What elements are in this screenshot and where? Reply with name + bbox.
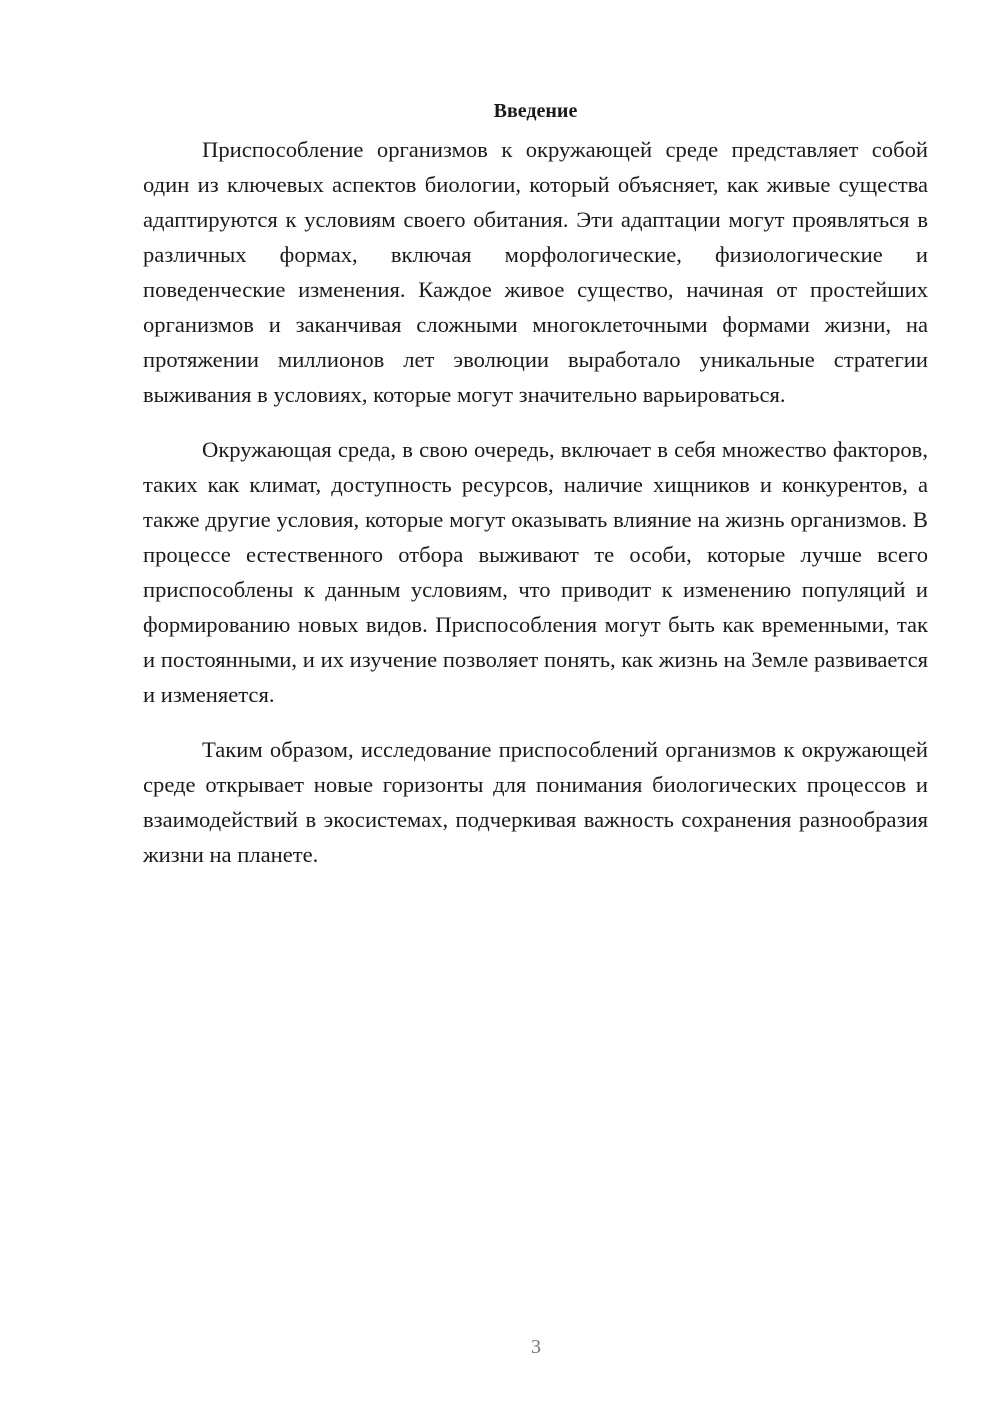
paragraph-1: Приспособление организмов к окружающей среде представляет собой один из ключевых аспектов биологии, который объясняет, как живые существа адаптируются к условиям своего обитания. Эти адаптации могут проявляться в различных формах, включая морфологические, физиологические и поведенческие изменения. Каждое живое существо, начиная от простейших организмов и заканчивая сложными многоклеточными формами жизни, на протяжении миллионов лет эволюции выработало уникальные стратегии выживания в условиях, которые могут значительно варьироваться. — [143, 137, 928, 407]
paragraph-3: Таким образом, исследование приспособлений организмов к окружающей среде открывает новые горизонты для понимания биологических процессов и взаимодействий в экосистемах, подчеркивая важность сохранения разнообразия жизни на планете. — [143, 737, 928, 867]
document-page — [143, 93, 928, 892]
page-number: 3 — [531, 1336, 541, 1358]
section-title: Введение — [493, 100, 578, 122]
paragraph-2: Окружающая среда, в свою очередь, включает в себя множество факторов, таких как климат, доступность ресурсов, наличие хищников и конкурентов, а также другие условия, которые могут оказывать влияние на жизнь организмов. В процессе естественного отбора выживают те особи, которые лучше всего приспособлены к данным условиям, что приводит к изменению популяций и формированию новых видов. Приспособления могут быть как временными, так и постоянными, и их изучение позволяет понять, как жизнь на Земле развивается и изменяется. — [143, 437, 928, 707]
